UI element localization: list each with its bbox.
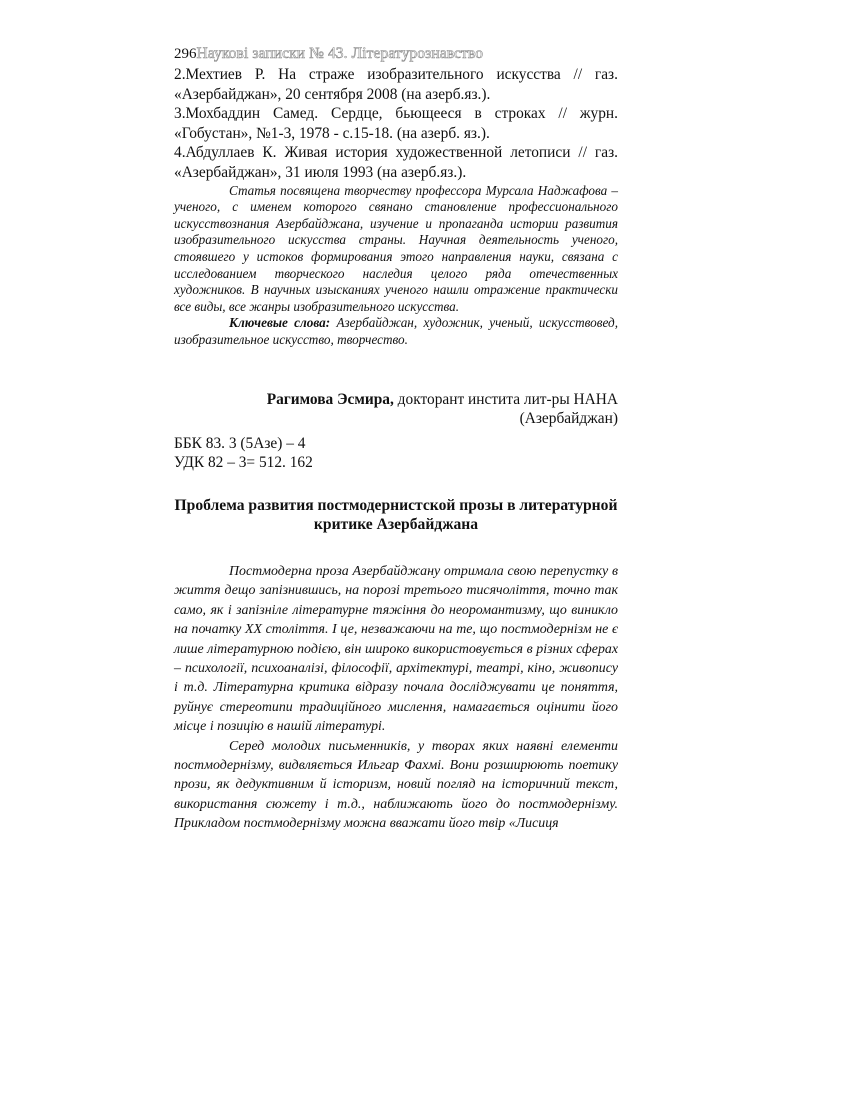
article-body [174, 562, 618, 834]
keywords [174, 315, 618, 348]
abstract-text: Статья посвящена творчеству профессора Мурсала Наджафова – ученого, с именем которого свянано становление профессионального искусствознания Азербайджана, изучение и пропаганда истории развития изобразительного искусства страны. Научная деятельность ученого, стоявшего у истоков формирования этого направления науки, связана с исследованием творческого наследия целого ряда отечественных художников. В научных изысканиях ученого нашли отражение практически все виды, все жанры изобразительного искусства. [174, 182, 618, 314]
keywords-list: Азербайджан, художник, ученый, искусствовед, изобразительное искусство, творчество. [174, 315, 618, 347]
page-number: 296 [174, 46, 197, 62]
abstract [174, 183, 618, 349]
author-name: Рагимова Эсмира, [266, 390, 394, 408]
paragraph: Постмодерна проза Азербайджану отримала свою перепустку в життя дещо запізнившись, на порозі третього тисячоліття, точно так само, як і запізніле літературне тяжіння до неоромантизму, що виникло на початку XX століття. І це, незважаючи на те, що постмодернізм не є лише літературною подією, він широко використовується в різних сферах – психології, психоаналізі, філософії, архітектурі, театрі, кіно, живопису і т.д. Літературна критика відразу почала досліджувати це поняття, руйнує стереотипи традиційного мислення, намагається оцінити його місце і позицію в нашій літературі. [174, 563, 618, 735]
article-title: Проблема развития постмодернистской прозы в литературной критике Азербайджана [174, 496, 618, 533]
journal-title: Наукові записки № 43. Літературознавство [196, 45, 484, 62]
udk-code: УДК 82 – 3= 512. 162 [174, 454, 313, 472]
author-block [174, 390, 618, 429]
paragraph: Серед молодих письменників, у творах яких наявні елементи постмодернізму, видвляється Ильгар Фахмі. Вони розширюють поетику прози, як дедуктивним й історизм, новий погляд на історичний текст, використання сюжету і т.д., наближають його до постмодернізму. Прикладом постмодернізму можна вважати його твір «Лисиця [174, 738, 618, 832]
reference-item: 4.Абдуллаев К. Живая история художественной летописи // газ. «Азербайджан», 31 июля 1993 (на азерб.яз.). [174, 144, 618, 181]
author-country: (Азербайджан) [519, 410, 618, 428]
reference-item: 2.Мехтиев Р. На страже изобразительного искусства // газ. «Азербайджан», 20 сентября 2008 (на азерб.яз.). [174, 66, 618, 103]
document-page [174, 44, 618, 834]
classification-codes [174, 434, 618, 473]
reference-item: 3.Мохбаддин Самед. Сердце, бьющееся в строках // журн. «Гобустан», №1-3, 1978 - с.15-18. (на азерб. яз.). [174, 105, 618, 142]
bbk-code: ББК 83. 3 (5Азе) – 4 [174, 434, 306, 452]
keywords-label: Ключевые слова: [229, 315, 331, 331]
author-affiliation: докторант инстита лит-ры НАНА [393, 390, 618, 408]
running-header [174, 44, 618, 64]
author-line [174, 390, 618, 410]
reference-list [174, 65, 618, 183]
